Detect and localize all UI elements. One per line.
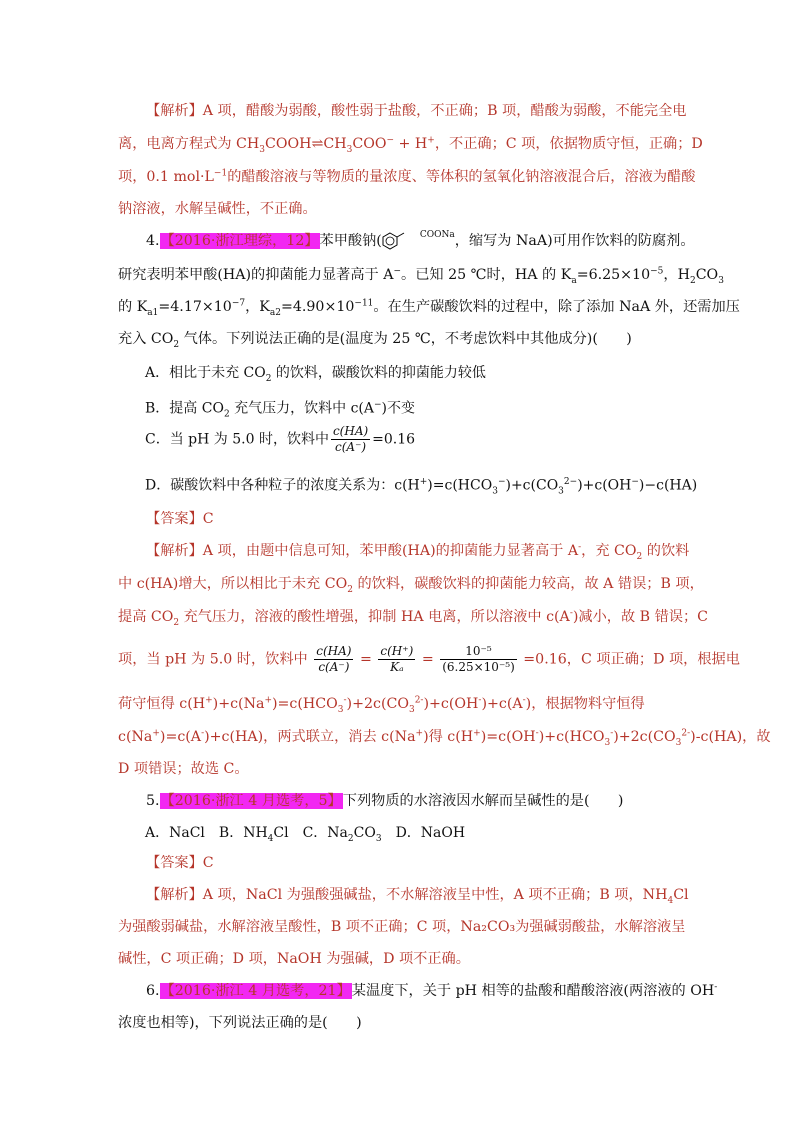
analysis-text: COO: [352, 136, 387, 152]
option-text: )+c(CO: [505, 477, 559, 494]
question-4-line: 研究表明苯甲酸(HA)的抑菌能力显著高于 A−。已知 25 ℃时，HA 的 $K_a=6.25\times 10^{-5}$，$H_2CO_3$: [118, 266, 724, 286]
question-6-line: [118, 1012, 362, 1032]
analysis-text: 钠溶液，水解呈碱性，不正确。: [118, 201, 317, 217]
option-b: B．NH: [218, 825, 268, 841]
analysis-line: [146, 100, 686, 120]
analysis-text: )+c(HCO: [538, 729, 605, 745]
analysis-text: A 项，NaCl 为强酸强碱盐，不水解溶液呈中性，A 项不正确；B 项，NH: [202, 887, 668, 903]
option-a: A．NaCl: [145, 825, 205, 841]
question-5-stem: [146, 790, 623, 810]
analysis-text: =0.16，C 项正确；D 项，根据电: [523, 651, 740, 668]
analysis-text: 的饮料: [642, 543, 690, 559]
question-text: 。已知 25 ℃时，HA 的 K: [401, 267, 572, 283]
answer-value: C: [202, 855, 214, 871]
analysis-text: 荷守恒得 c(H: [118, 696, 206, 712]
analysis-text: ，充 CO: [581, 543, 637, 559]
analysis-line: 【解析】A 项，NaCl 为强酸强碱盐，不水解溶液呈中性，A 项不正确；B 项，$NH_4Cl$: [146, 887, 689, 906]
question-text: 气体。下列说法正确的是(温度为 25 ℃，不考虑饮料中其他成分)( ): [179, 331, 632, 347]
analysis-text: 提高 CO: [118, 609, 174, 625]
option-text: 充气压力，饮料中 c(A: [229, 400, 374, 417]
option-text: C．当 pH 为 5.0 时，饮料中: [145, 431, 329, 448]
question-text: ，H: [663, 267, 690, 283]
analysis-line: 【解析】A 项，由题中信息可知，苯甲酸(HA)的抑菌能力显著高于 A-，充 $CO_2$ 的饮料: [146, 542, 690, 562]
fraction: [378, 644, 415, 675]
analysis-text: ，不正确；C 项，依据物质守恒，正确；D: [434, 136, 703, 152]
analysis-text: CH: [323, 136, 347, 152]
question-text: 的 K: [118, 299, 148, 315]
analysis-text: c(Na: [118, 729, 153, 745]
option-text: )不变: [381, 400, 416, 417]
analysis-text: )-c(HA)，故: [690, 729, 771, 745]
analysis-line: 提高 $CO_2$ 充气压力，溶液的酸性增强，抑制 HA 电离，所以溶液中 c(A-)减小，故 B 错误；C: [118, 608, 709, 628]
analysis-text: )+2c(CO: [613, 729, 676, 745]
fraction-denominator: Kₐ: [390, 660, 404, 674]
analysis-text: )减小，故 B 错误；C: [572, 609, 709, 625]
fraction: [440, 644, 517, 675]
option-text: =0.16: [372, 431, 416, 448]
question-text: 某温度下，关于 pH 相等的盐酸和醋酸溶液(两溶液的 OH: [351, 983, 715, 999]
question-text: =6.25×10: [576, 267, 651, 283]
source-tag: 【2016·浙江理综，12】: [160, 233, 319, 249]
option-b: Cl: [273, 825, 289, 841]
analysis-text: 中 c(HA)增大，所以相比于未充 CO: [118, 576, 348, 592]
fraction-numerator: 10⁻⁵: [440, 644, 517, 660]
fraction-numerator: c(HA): [316, 644, 352, 658]
question-text: =4.17×10: [158, 299, 232, 315]
analysis-label: 【解析】: [146, 887, 203, 903]
analysis-line: [118, 644, 740, 675]
coona-label: COONa: [419, 230, 455, 240]
equals-sign: =: [421, 651, 434, 668]
analysis-text: )+c(OH: [423, 696, 479, 712]
analysis-text: )+2c(CO: [346, 696, 409, 712]
fraction: [314, 644, 353, 675]
answer-4: [146, 508, 214, 528]
question-text: 苯甲酸钠(: [319, 233, 382, 249]
analysis-text: A 项，由题中信息可知，苯甲酸(HA)的抑菌能力显著高于 A: [202, 543, 579, 559]
analysis-text: 碱性，C 项正确；D 项，NaOH 为强碱，D 项不正确。: [118, 951, 470, 967]
question-4-line: 的 $K_{a1}=4.17\times 10^{-7}$，$K_{a2}=4.90\times 10^{-11}$。在生产碳酸饮料的过程中，除了添加 NaA 外，还需加压: [118, 298, 740, 318]
option-a: A．相比于未充 $CO_2$ 的饮料，碳酸饮料的抑菌能力较低: [145, 365, 486, 384]
question-text: 充入 CO: [118, 331, 174, 347]
option-c: [145, 424, 415, 455]
option-b: B．提高 $CO_2$ 充气压力，饮料中 c(A−)不变: [145, 400, 416, 420]
question-text: 。在生产碳酸饮料的过程中，除了添加 NaA 外，还需加压: [373, 299, 740, 315]
analysis-text: 的醋酸溶液与等物质的量浓度、等体积的氢氧化钠溶液混合后，溶液为醋酸: [227, 169, 696, 185]
analysis-line: [118, 198, 317, 218]
question-text: ，缩写为 NaA)可用作饮料的防腐剂。: [454, 233, 695, 249]
analysis-text: 离，电离方程式为 CH: [118, 136, 260, 152]
analysis-text: 为强酸弱碱盐，水解溶液呈酸性，B 项不正确；C 项，Na₂CO₃为强碱弱酸盐，水解溶液呈: [118, 919, 686, 935]
analysis-text: 的饮料，碳酸饮料的抑菌能力较高，故 A 错误；B 项，: [352, 576, 704, 592]
analysis-line: 中 c(HA)增大，所以相比于未充 $CO_2$ 的饮料，碳酸饮料的抑菌能力较高，故 A 错误；B 项，: [118, 576, 704, 595]
analysis-line: c(Na+)=c(A-)+c(HA)，两式联立，消去 c(Na+)得 $c(H^+)=c(OH^-)+c(HCO_3^-)+2c(CO_3^{2-})-c(HA)$，故: [118, 728, 771, 748]
equilibrium-arrow-icon: ⇌: [311, 136, 324, 152]
question-number: 6.: [146, 983, 160, 999]
question-6-stem: 6.【2016·浙江 4 月选考，21】某温度下，关于 pH 相等的盐酸和醋酸溶液(两溶液的 OH-: [146, 982, 718, 999]
analysis-line: [118, 916, 685, 936]
analysis-text: )+c(Na: [212, 696, 265, 712]
question-4-line: 充入 $CO_2$ 气体。下列说法正确的是(温度为 25 ℃，不考虑饮料中其他成分)( ): [118, 331, 632, 350]
option-text: D．碳酸饮料中各种粒子的浓度关系为：c(H: [145, 477, 420, 494]
analysis-text: A 项，醋酸为弱酸，酸性弱于盐酸，不正确；B 项，醋酸为弱酸，不能完全电: [202, 103, 687, 119]
analysis-text: )=c(HCO: [272, 696, 338, 712]
question-4-stem: [146, 230, 695, 251]
answer-5: [146, 852, 214, 872]
question-5-options: A．NaCl B．$NH_4Cl$ C．$Na_2CO_3$ D．NaOH: [145, 825, 466, 844]
analysis-text: )=c(OH: [480, 729, 536, 745]
question-text: CO: [695, 267, 719, 283]
question-text: 研究表明苯甲酸(HA)的抑菌能力显著高于 A: [118, 267, 394, 283]
analysis-text: + H: [394, 136, 428, 152]
fraction: [331, 424, 370, 455]
equals-sign: =: [360, 651, 372, 668]
analysis-text: 充气压力，溶液的酸性增强，抑制 HA 电离，所以溶液中 c(A: [179, 609, 570, 625]
analysis-label: 【解析】: [146, 103, 203, 119]
analysis-label: 【解析】: [146, 543, 203, 559]
question-number: 5.: [146, 793, 160, 809]
source-tag: 【2016·浙江 4 月选考，21】: [160, 983, 351, 999]
option-d: D．NaOH: [395, 825, 466, 841]
fraction-denominator: c(A⁻): [318, 660, 350, 674]
analysis-text: )+c(A: [481, 696, 523, 712]
option-text: 的饮料，碳酸饮料的抑菌能力较低: [271, 365, 486, 381]
analysis-text: COOH: [264, 136, 312, 152]
answer-value: C: [202, 511, 214, 527]
analysis-line: 离，电离方程式为 $CH_3COOH\rightleftharpoons CH_3COO^- + H^+$，不正确；C 项，依据物质守恒，正确；D: [118, 135, 703, 155]
question-number: 4.: [146, 233, 160, 249]
option-text: )+c(OH: [577, 477, 632, 494]
question-text: ，K: [245, 299, 270, 315]
fraction-denominator: (6.25×10⁻⁵): [442, 660, 515, 674]
option-text: A．相比于未充 CO: [145, 365, 266, 381]
option-text: )=c(HCO: [427, 477, 493, 494]
analysis-line: [118, 948, 470, 968]
option-c: CO: [353, 825, 376, 841]
analysis-text: )=c(A: [159, 729, 202, 745]
analysis-text: D 项错误；故选 C。: [118, 761, 249, 777]
option-d: D．碳酸饮料中各种粒子的浓度关系为：$c(H^+)=c(HCO_3^-)+c(CO_3^{2-})+c(OH^-)-c(HA)$: [145, 477, 698, 497]
benzene-ring-icon: [382, 231, 420, 251]
fraction-numerator: c(HA): [332, 424, 369, 438]
answer-label: 【答案】: [146, 511, 203, 527]
analysis-line: 项，0.1 $mol\cdot L^{-1}$的醋酸溶液与等物质的量浓度、等体积的氢氧化钠溶液混合后，溶液为醋酸: [118, 168, 696, 185]
option-text: )−c(HA): [638, 477, 698, 494]
question-text: 下列物质的水溶液因水解而呈碱性的是( ): [342, 793, 624, 809]
analysis-text: )+c(HA)，两式联立，消去 c(Na: [204, 729, 416, 745]
fraction-denominator: c(A⁻): [335, 440, 367, 454]
question-text: =4.90×10: [280, 299, 355, 315]
fraction-numerator: c(H⁺): [380, 644, 414, 658]
analysis-text: )得 c(H: [423, 729, 474, 745]
answer-label: 【答案】: [146, 855, 203, 871]
analysis-line: [118, 758, 249, 778]
analysis-text: Cl: [673, 887, 689, 903]
analysis-line: 荷守恒得 $c(H^+)+c(Na^+)=c(HCO_3^-)+2c(CO_3^{2-})+c(OH^-)+c(A^-)$，根据物料守恒得: [118, 695, 645, 715]
analysis-text: )，根据物料守恒得: [525, 696, 645, 712]
option-text: B．提高 CO: [145, 400, 224, 417]
analysis-text: 项，当 pH 为 5.0 时，饮料中: [118, 651, 308, 668]
option-c: C．Na: [302, 825, 348, 841]
analysis-text: 项，0.1 mol·L: [118, 169, 214, 185]
source-tag: 【2016·浙江 4 月选考，5】: [160, 793, 342, 809]
question-text: 浓度也相等)，下列说法正确的是( ): [118, 1015, 362, 1031]
